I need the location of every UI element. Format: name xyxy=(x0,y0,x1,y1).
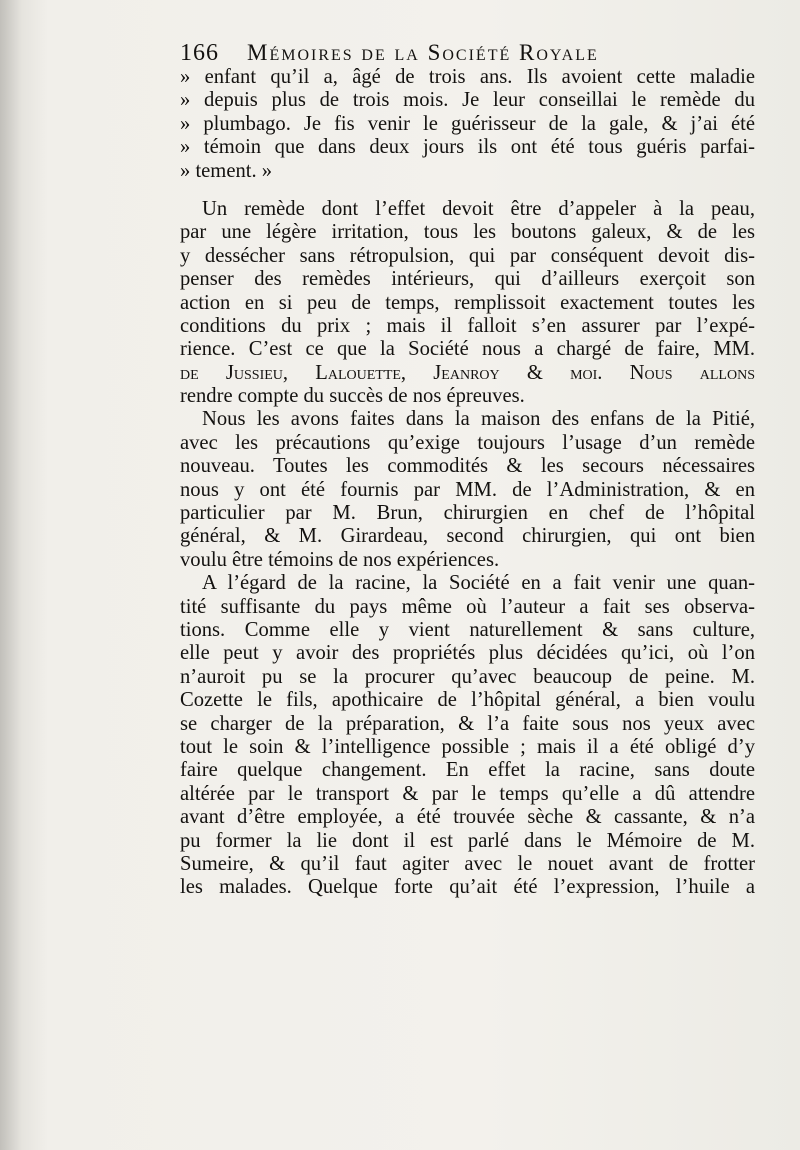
text-line: elle peut y avoir des propriétés plus décidées qu’ici, où l’on xyxy=(180,642,755,665)
text-line: avec les précautions qu’exige toujours l’usage d’un remède xyxy=(180,431,755,454)
paragraph-1 xyxy=(180,198,755,409)
running-title: Mémoires de la Société Royale xyxy=(247,40,599,65)
text-line: tions. Comme elle y vient naturellement & sans culture, xyxy=(180,618,755,641)
gutter-shadow xyxy=(0,0,22,1150)
page-number: 166 xyxy=(180,40,219,66)
text-line: de Jussieu, Lalouette, Jeanroy & moi. Nous allons xyxy=(180,361,755,384)
text-line: nouveau. Toutes les commodités & les secours nécessaires xyxy=(180,455,755,478)
text-line: rendre compte du succès de nos épreuves. xyxy=(180,385,525,408)
text-line: les malades. Quelque forte qu’ait été l’expression, l’huile a xyxy=(180,876,755,899)
body-text xyxy=(180,66,755,900)
text-line: pu former la lie dont il est parlé dans le Mémoire de M. xyxy=(180,829,755,852)
text-line: avant d’être employée, a été trouvée sèche & cassante, & n’a xyxy=(180,806,755,829)
text-line: y dessécher sans rétropulsion, qui par conséquent devoit dis- xyxy=(180,244,755,267)
text-line: se charger de la préparation, & l’a faite sous nos yeux avec xyxy=(180,712,755,735)
text-line: général, & M. Girardeau, second chirurgien, qui ont bien xyxy=(180,525,755,548)
paragraph-2 xyxy=(180,408,755,572)
text-line: faire quelque changement. En effet la racine, sans doute xyxy=(180,759,755,782)
text-line: n’auroit pu se la procurer qu’avec beaucoup de peine. M. xyxy=(180,665,755,688)
text-line: voulu être témoins de nos expériences. xyxy=(180,548,500,571)
text-line: penser des remèdes intérieurs, qui d’ailleurs exerçoit son xyxy=(180,268,755,291)
text-line: A l’égard de la racine, la Société en a fait venir une quan- xyxy=(202,572,755,595)
text-line: » témoin que dans deux jours ils ont été tous guéris parfai- xyxy=(180,136,755,159)
text-line: Un remède dont l’effet devoit être d’appeler à la peau, xyxy=(202,197,755,220)
text-line: » tement. » xyxy=(180,159,273,182)
text-line: tité suffisante du pays même où l’auteur a fait ses observa- xyxy=(180,595,755,618)
text-line: conditions du prix ; mais il falloit s’en assurer par l’expé- xyxy=(180,314,755,337)
text-line: » depuis plus de trois mois. Je leur conseillai le remède du xyxy=(180,89,755,112)
text-line: tout le soin & l’intelligence possible ; mais il a été obligé d’y xyxy=(180,735,755,758)
text-line: nous y ont été fournis par MM. de l’Administration, & en xyxy=(180,478,755,501)
text-line: Sumeire, & qu’il faut agiter avec le nouet avant de frotter xyxy=(180,852,755,875)
text-line: Cozette le fils, apothicaire de l’hôpital général, a bien voulu xyxy=(180,689,755,712)
text-line: par une légère irritation, tous les boutons galeux, & de les xyxy=(180,221,755,244)
text-line: rience. C’est ce que la Société nous a chargé de faire, MM. xyxy=(180,338,755,361)
text-line: action en si peu de temps, remplissoit exactement toutes les xyxy=(180,291,755,314)
text-line: particulier par M. Brun, chirurgien en chef de l’hôpital xyxy=(180,502,755,525)
text-line: » plumbago. Je fis venir le guérisseur de la gale, & j’ai été xyxy=(180,112,755,135)
paragraph-3 xyxy=(180,572,755,899)
text-line: altérée par le transport & par le temps qu’elle a dû attendre xyxy=(180,782,755,805)
text-line: » enfant qu’il a, âgé de trois ans. Ils avoient cette maladie xyxy=(180,66,755,88)
running-header xyxy=(180,40,740,67)
quotation-block xyxy=(180,66,755,183)
text-line: Nous les avons faites dans la maison des enfans de la Pitié, xyxy=(202,408,755,431)
